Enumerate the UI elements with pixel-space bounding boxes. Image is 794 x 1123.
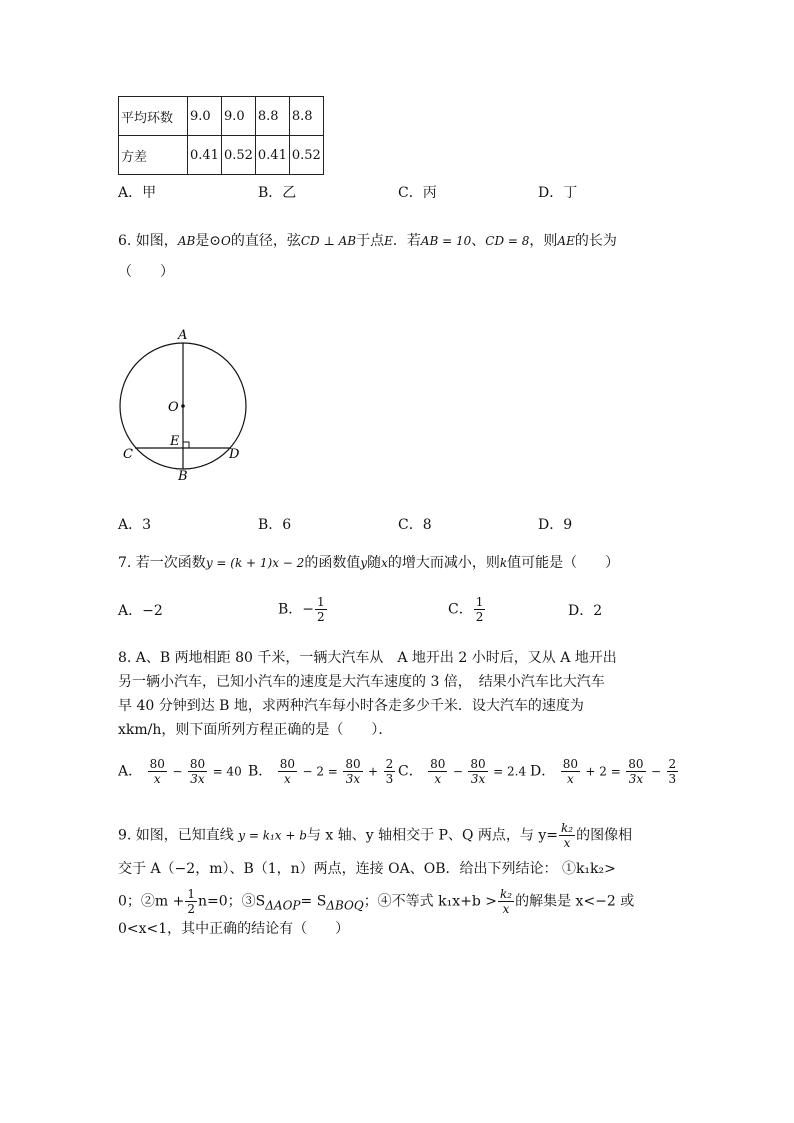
q9-text: = S: [300, 893, 327, 910]
numerator: 1: [317, 595, 325, 609]
table-cell: 方差: [119, 136, 188, 175]
subscript: ΔAOP: [265, 898, 301, 913]
q8-option-d: [530, 758, 679, 785]
circle-symbol: ⊙: [209, 233, 222, 249]
right-angle-mark: [183, 442, 189, 448]
denominator: x: [566, 772, 574, 786]
option-label: B．: [248, 763, 273, 780]
fraction: [626, 758, 645, 785]
q6-text: AB: [177, 234, 196, 248]
fraction: [559, 822, 575, 849]
q8-option-a: [118, 758, 242, 785]
fraction: [468, 758, 487, 785]
table-row: [119, 97, 324, 136]
q9-text: 9. 如图，已知直线: [118, 827, 234, 844]
q9-line-1: [118, 822, 632, 849]
q6-stem: [118, 230, 617, 250]
table-cell: 0.41: [188, 136, 222, 175]
numerator: 1: [187, 887, 196, 901]
q6-text: 的长为: [574, 233, 617, 249]
q6-text: O: [221, 234, 231, 248]
q7-text: x: [381, 556, 388, 570]
option-label: A．: [118, 763, 143, 780]
q9-text: ；④不等式 k₁x+b >: [363, 893, 498, 910]
q6-option-d: D．9: [538, 517, 573, 533]
q6-text: 6. 如图，: [118, 233, 178, 249]
q6-text: AB = 10: [420, 234, 472, 248]
q9-text: 的解集是 x<−2 或: [515, 893, 635, 910]
fraction: [343, 758, 362, 785]
table-cell: 9.0: [188, 97, 222, 136]
fraction: [315, 596, 327, 623]
numerator: 80: [345, 757, 361, 771]
q7-stem: [118, 552, 619, 572]
numerator: 80: [279, 757, 296, 771]
operator: −: [452, 764, 463, 779]
table-cell: 0.52: [289, 136, 323, 175]
q6-text: 于点: [356, 233, 385, 249]
q7-text: 的增大而减小，则: [387, 555, 500, 571]
table-cell: 8.8: [255, 97, 289, 136]
q7-text: C．: [448, 601, 473, 618]
operator: +: [368, 764, 379, 779]
label-e: E: [170, 434, 180, 449]
q9-line-2: 交于 A（−2，m）、B（1，n）两点，连接 OA、OB．给出下列结论： ①k₁k₂>: [118, 861, 616, 877]
denominator: x: [563, 836, 571, 850]
q8-option-b: [248, 758, 396, 785]
q5-option-c: C．丙: [398, 185, 437, 201]
operator: = 40: [212, 764, 242, 779]
q5-option-b: B．乙: [258, 185, 297, 201]
q7-text: k: [499, 556, 508, 570]
q6-text: 是: [195, 233, 210, 249]
q5-option-a: A．甲: [118, 185, 157, 201]
q6-text: E: [384, 234, 393, 248]
operator: + 2 =: [585, 764, 621, 779]
fraction: [148, 758, 167, 785]
fraction: [498, 888, 514, 915]
circle-figure: [112, 326, 260, 486]
numerator: 2: [385, 757, 394, 771]
denominator: 2: [317, 610, 325, 624]
option-label: D．: [530, 763, 556, 780]
numerator: 80: [628, 757, 644, 771]
q7-option-d: D．2: [568, 603, 603, 619]
q6-text: CD = 8: [485, 234, 530, 248]
center-point: [181, 404, 185, 408]
q9-text: 0；②m +: [118, 893, 185, 910]
label-b: B: [178, 469, 188, 484]
fraction: [278, 758, 297, 785]
fraction: [188, 758, 207, 785]
operator: −: [172, 764, 183, 779]
operator: = 2.4: [493, 764, 527, 779]
denominator: x: [502, 902, 510, 916]
q8-option-c: [398, 758, 526, 785]
numerator: 80: [149, 757, 165, 771]
q7-text: 的函数值: [304, 555, 361, 571]
fraction: [384, 758, 396, 785]
q9-text: n=0；③S: [198, 893, 266, 910]
q6-text: CD ⊥ AB: [300, 234, 357, 248]
label-a: A: [178, 328, 188, 343]
q6-text: AE: [557, 234, 575, 248]
denominator: 3x: [190, 772, 205, 786]
q7-text: 值可能是（ ）: [507, 555, 620, 571]
q5-option-d: D．丁: [538, 185, 578, 201]
fraction: [474, 596, 486, 623]
table-cell: 0.52: [221, 136, 255, 175]
q8-line-1: 8. A、B 两地相距 80 千米，一辆大汽车从 A 地开出 2 小时后，又从 A 地开出: [118, 650, 617, 666]
q7-text: y: [360, 556, 368, 570]
numerator: 80: [430, 757, 446, 771]
q7-text: B．−: [278, 601, 315, 618]
q7-option-c: [448, 596, 486, 623]
operator: −: [650, 764, 662, 779]
q7-text: 随: [367, 555, 382, 571]
q9-line-4: 0<x<1，其中正确的结论有（ ）: [118, 921, 350, 937]
q7-option-a: A．−2: [118, 603, 163, 619]
q6-text: ，则: [529, 233, 558, 249]
table-cell: 9.0: [221, 97, 255, 136]
q7-option-b: [278, 596, 328, 623]
q7-function: y = (k + 1)x − 2: [205, 556, 305, 570]
q6-text: ．若: [392, 233, 421, 249]
denominator: 3x: [345, 772, 361, 786]
numerator: 80: [189, 757, 206, 771]
denominator: 2: [475, 610, 484, 624]
numerator: 80: [562, 757, 578, 771]
q6-text: 、: [471, 233, 486, 249]
table-cell: 平均环数: [119, 97, 188, 136]
denominator: 3x: [628, 772, 644, 786]
label-d: D: [229, 447, 240, 462]
denominator: 3x: [470, 772, 486, 786]
fraction: [185, 888, 197, 915]
label-o: O: [168, 400, 179, 415]
q7-text: 7. 若一次函数: [118, 555, 206, 571]
subscript: ΔBOQ: [326, 898, 364, 913]
denominator: 2: [187, 902, 196, 916]
denominator: x: [434, 772, 442, 786]
fraction: [667, 758, 679, 785]
numerator: 80: [470, 757, 486, 771]
denominator: x: [284, 772, 291, 786]
q6-option-a: A．3: [118, 517, 152, 533]
operator: − 2 =: [302, 764, 338, 779]
denominator: 3: [668, 772, 677, 786]
q6-answer-paren: （ ）: [118, 264, 174, 280]
q6-option-b: B．6: [258, 517, 292, 533]
q8-line-2: 另一辆小汽车，已知小汽车的速度是大汽车速度的 3 倍， 结果小汽车比大汽车: [118, 674, 605, 690]
denominator: x: [153, 772, 161, 786]
fraction: [428, 758, 447, 785]
q6-option-c: C．8: [398, 517, 432, 533]
option-label: C．: [398, 763, 423, 780]
numerator: k₂: [500, 887, 513, 901]
variance-table: [118, 96, 324, 175]
table-row: [119, 136, 324, 175]
q8-line-3: 早 40 分钟到达 B 地，求两种汽车每小时各走多少千米．设大汽车的速度为: [118, 698, 584, 714]
denominator: 3: [385, 772, 394, 786]
q9-line-3: [118, 888, 634, 915]
q9-text: 的图像相: [576, 827, 633, 844]
numerator: 2: [668, 757, 677, 771]
q6-text: 的直径，弦: [230, 233, 301, 249]
fraction: [561, 758, 580, 785]
table-cell: 0.41: [255, 136, 289, 175]
q9-text: 与 x 轴、y 轴相交于 P、Q 两点，与 y=: [306, 827, 558, 844]
numerator: 1: [475, 595, 484, 609]
table-cell: 8.8: [289, 97, 323, 136]
label-c: C: [123, 447, 133, 462]
numerator: k₂: [561, 821, 574, 835]
q8-line-4: xkm/h，则下面所列方程正确的是（ ）．: [118, 722, 393, 738]
q9-function: y = k₁x + b: [238, 828, 307, 843]
